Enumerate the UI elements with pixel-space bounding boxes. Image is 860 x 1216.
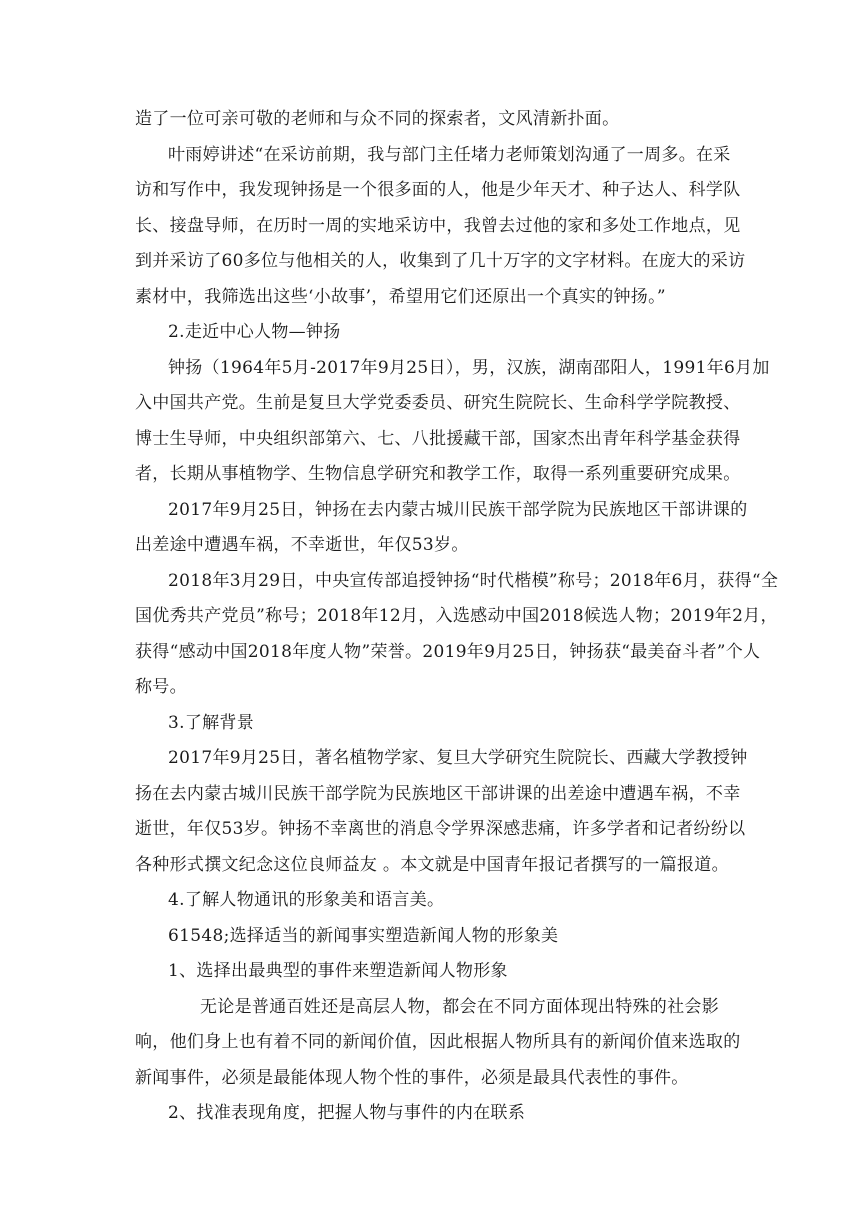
paragraph-line: 到并采访了60多位与他相关的人，收集到了几十万字的文字材料。在庞大的采访 (135, 251, 746, 271)
paragraph-line: 逝世，年仅53岁。钟扬不幸离世的消息令学界深感悲痛，许多学者和记者纷纷以 (135, 819, 746, 839)
paragraph-line: 称号。 (135, 677, 187, 697)
paragraph-line: 者，长期从事植物学、生物信息学研究和教学工作，取得一系列重要研究成果。 (135, 464, 741, 484)
section-heading: 2.走近中心人物—钟扬 (168, 322, 341, 342)
paragraph-line: 素材中，我筛选出这些‘小故事’，希望用它们还原出一个真实的钟扬。” (135, 286, 666, 307)
paragraph-line: 长、接盘导师，在历时一周的实地采访中，我曾去过他的家和多处工作地点，见 (135, 215, 741, 236)
subsection-heading: 1、选择出最典型的事件来塑造新闻人物形象 (168, 961, 508, 981)
paragraph-line: 钟扬（1964年5月-2017年9月25日），男，汉族，湖南邵阳人，1991年6月加 (168, 357, 770, 378)
paragraph-line: 叶雨婷讲述“在采访前期，我与部门主任堵力老师策划沟通了一周多。在采 (168, 144, 731, 165)
paragraph-line: 无论是普通百姓还是高层人物，都会在不同方面体现出特殊的社会影 (200, 996, 719, 1017)
paragraph-line: 2018年3月29日，中央宣传部追授钟扬“时代楷模”称号；2018年6月，获得“全 (168, 570, 779, 591)
paragraph-line: 各种形式撰文纪念这位良师益友 。本文就是中国青年报记者撰写的一篇报道。 (135, 854, 729, 875)
paragraph-line: 获得“感动中国2018年度人物”荣誉。2019年9月25日，钟扬获“最美奋斗者”个人 (135, 641, 761, 662)
paragraph-line: 国优秀共产党员”称号；2018年12月，入选感动中国2018候选人物；2019年2月， (135, 606, 778, 626)
paragraph-line: 造了一位可亲可敬的老师和与众不同的探索者，文风清新扑面。 (135, 109, 620, 129)
subsection-heading: 61548;选择适当的新闻事实塑造新闻人物的形象美 (168, 925, 559, 946)
paragraph-line: 新闻事件，必须是最能体现人物个性的事件，必须是最具代表性的事件。 (135, 1067, 689, 1088)
paragraph-line: 入中国共产党。生前是复旦大学党委委员、研究生院院长、生命科学学院教授、 (135, 393, 741, 413)
paragraph-line: 博士生导师，中央组织部第六、七、八批援藏干部，国家杰出青年科学基金获得 (135, 428, 741, 449)
paragraph-line: 2017年9月25日，著名植物学家、复旦大学研究生院院长、西藏大学教授钟 (168, 748, 748, 768)
subsection-heading: 2、找准表现角度，把握人物与事件的内在联系 (168, 1103, 526, 1123)
section-heading: 3.了解背景 (168, 712, 255, 733)
section-heading: 4.了解人物通讯的形象美和语言美。 (168, 890, 445, 910)
paragraph-line: 扬在去内蒙古城川民族干部学院为民族地区干部讲课的出差途中遭遇车祸，不幸 (135, 783, 741, 804)
paragraph-line: 响，他们身上也有着不同的新闻价值，因此根据人物所具有的新闻价值来选取的 (135, 1032, 741, 1052)
paragraph-line: 2017年9月25日，钟扬在去内蒙古城川民族干部学院为民族地区干部讲课的 (168, 499, 748, 520)
paragraph-line: 访和写作中，我发现钟扬是一个很多面的人，他是少年天才、种子达人、科学队 (135, 180, 741, 200)
paragraph-line: 出差途中遭遇车祸，不幸逝世，年仅53岁。 (135, 535, 469, 555)
